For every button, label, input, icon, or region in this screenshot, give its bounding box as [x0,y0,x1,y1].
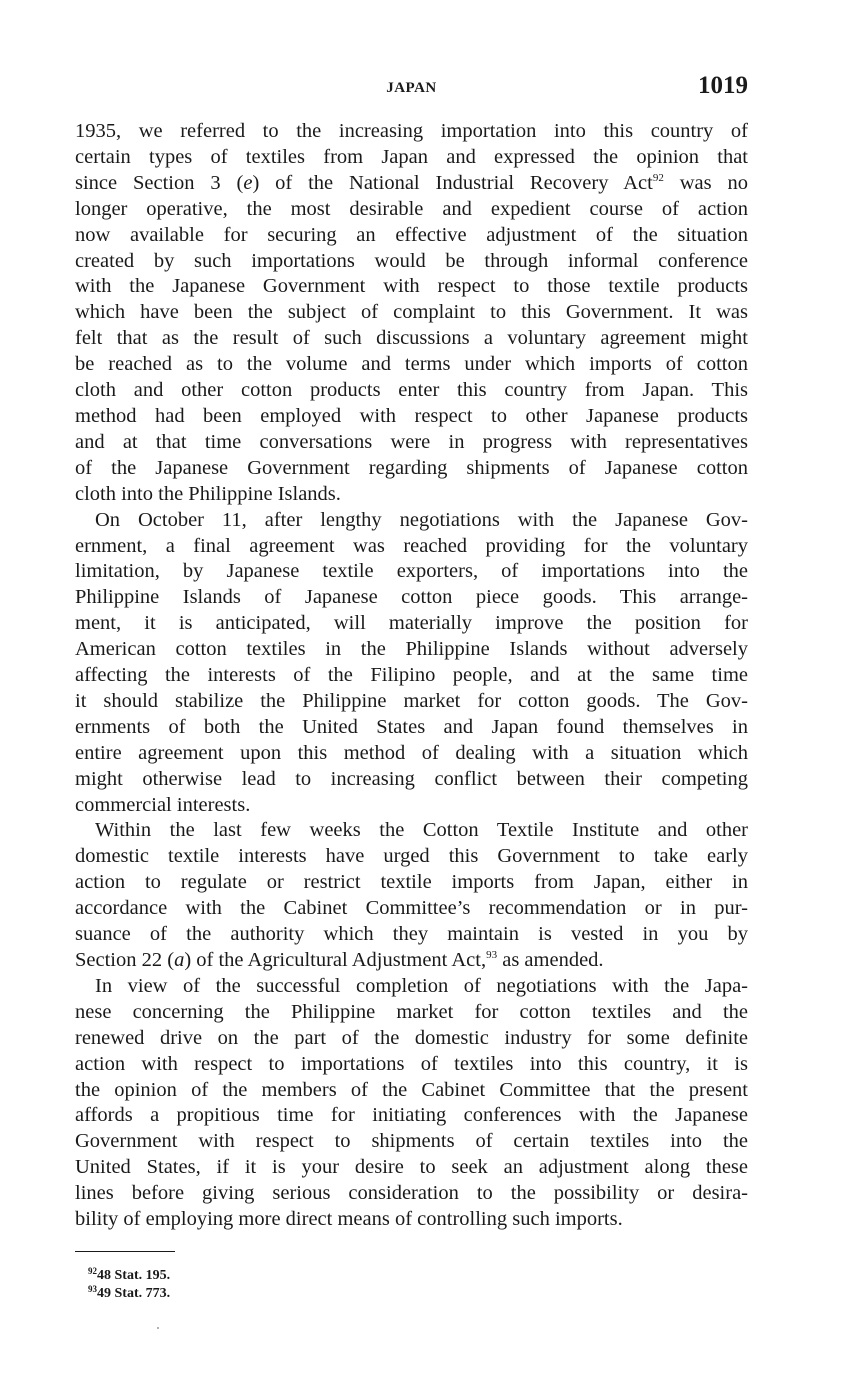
text-line: and at that time conversations were in progress with representatives [75,430,748,453]
text-line: entire agreement upon this method of dealing with a situation which [75,741,748,764]
text-line: In view of the successful completion of negotiations with the Japa- [95,974,748,997]
paragraph [75,974,748,1233]
paragraph [75,508,748,819]
text-line: method had been employed with respect to other Japanese products [75,404,748,427]
text-line: created by such importations would be through informal conference [75,249,748,272]
footnote: $^{92}$48 Stat. 195. [88,1266,171,1283]
page-number: 1019 [698,72,748,99]
scan-speck [157,1327,159,1329]
text-line: certain types of textiles from Japan and expressed the opinion that [75,145,748,168]
text-line: it should stabilize the Philippine market for cotton goods. The Gov- [75,689,748,712]
text-line: longer operative, the most desirable and expedient course of action [75,197,748,220]
footnote: $^{93}$49 Stat. 773. [88,1284,171,1301]
paragraph [75,119,748,508]
text-line: 1935, we referred to the increasing importation into this country of [75,120,748,142]
paragraph [75,818,748,973]
text-line: be reached as to the volume and terms under which imports of cotton [75,353,748,376]
footnote-divider [75,1251,175,1252]
text-line: Within the last few weeks the Cotton Textile Institute and other [95,819,748,842]
text-line: affecting the interests of the Filipino people, and at the same time [75,664,748,687]
text-line: Government with respect to shipments of certain textiles into the [75,1130,748,1153]
text-line: felt that as the result of such discussions a voluntary agreement might [75,327,748,350]
text-line: suance of the authority which they maintain is vested in you by [75,923,748,946]
text-line: affords a propitious time for initiating conferences with the Japanese [75,1104,748,1127]
text-line: ernment, a final agreement was reached providing for the voluntary [75,534,748,557]
text-line: might otherwise lead to increasing conflict between their competing [75,767,748,790]
header-title: JAPAN [386,80,437,96]
footnotes [88,1267,170,1303]
text-line: action to regulate or restrict textile imports from Japan, either in [75,871,748,894]
body-text [75,119,748,1233]
text-line: Section 22 (a) of the Agricultural Adjustment Act,$^{93}$ as amended. [75,949,604,971]
text-line: bility of employing more direct means of controlling such imports. [75,1208,623,1231]
text-line: renewed drive on the part of the domestic industry for some definite [75,1026,748,1049]
text-line: of the Japanese Government regarding shipments of Japanese cotton [75,456,748,479]
text-line: now available for securing an effective adjustment of the situation [75,223,748,246]
text-line: United States, if it is your desire to seek an adjustment along these [75,1156,748,1179]
text-line: nese concerning the Philippine market for cotton textiles and the [75,1000,748,1023]
text-line: which have been the subject of complaint to this Government. It was [75,301,748,324]
text-line: limitation, by Japanese textile exporters, of importations into the [75,560,748,583]
text-line: lines before giving serious consideration to the possibility or desira- [75,1182,748,1205]
text-line: commercial interests. [75,793,251,816]
text-line: since Section 3 (e) of the National Industrial Recovery Act$^{92}$ was no [75,171,748,194]
text-line: Philippine Islands of Japanese cotton piece goods. This arrange- [75,586,748,609]
text-line: cloth into the Philippine Islands. [75,482,341,505]
text-line: domestic textile interests have urged this Government to take early [75,845,748,868]
text-line: On October 11, after lengthy negotiations with the Japanese Gov- [95,508,748,531]
text-line: ernments of both the United States and Japan found themselves in [75,715,748,738]
text-line: American cotton textiles in the Philippine Islands without adversely [75,638,748,661]
text-line: with the Japanese Government with respect to those textile products [75,275,748,298]
footnote-reference: 92 [652,171,664,184]
text-line: the opinion of the members of the Cabinet Committee that the present [75,1078,748,1101]
text-line: accordance with the Cabinet Committee’s recommendation or in pur- [75,897,748,920]
footnote-reference: 93 [486,949,498,961]
text-line: ment, it is anticipated, will materially improve the position for [75,612,748,635]
running-header [75,72,748,108]
text-line: cloth and other cotton products enter this country from Japan. This [75,379,748,402]
text-line: action with respect to importations of textiles into this country, it is [75,1052,748,1075]
